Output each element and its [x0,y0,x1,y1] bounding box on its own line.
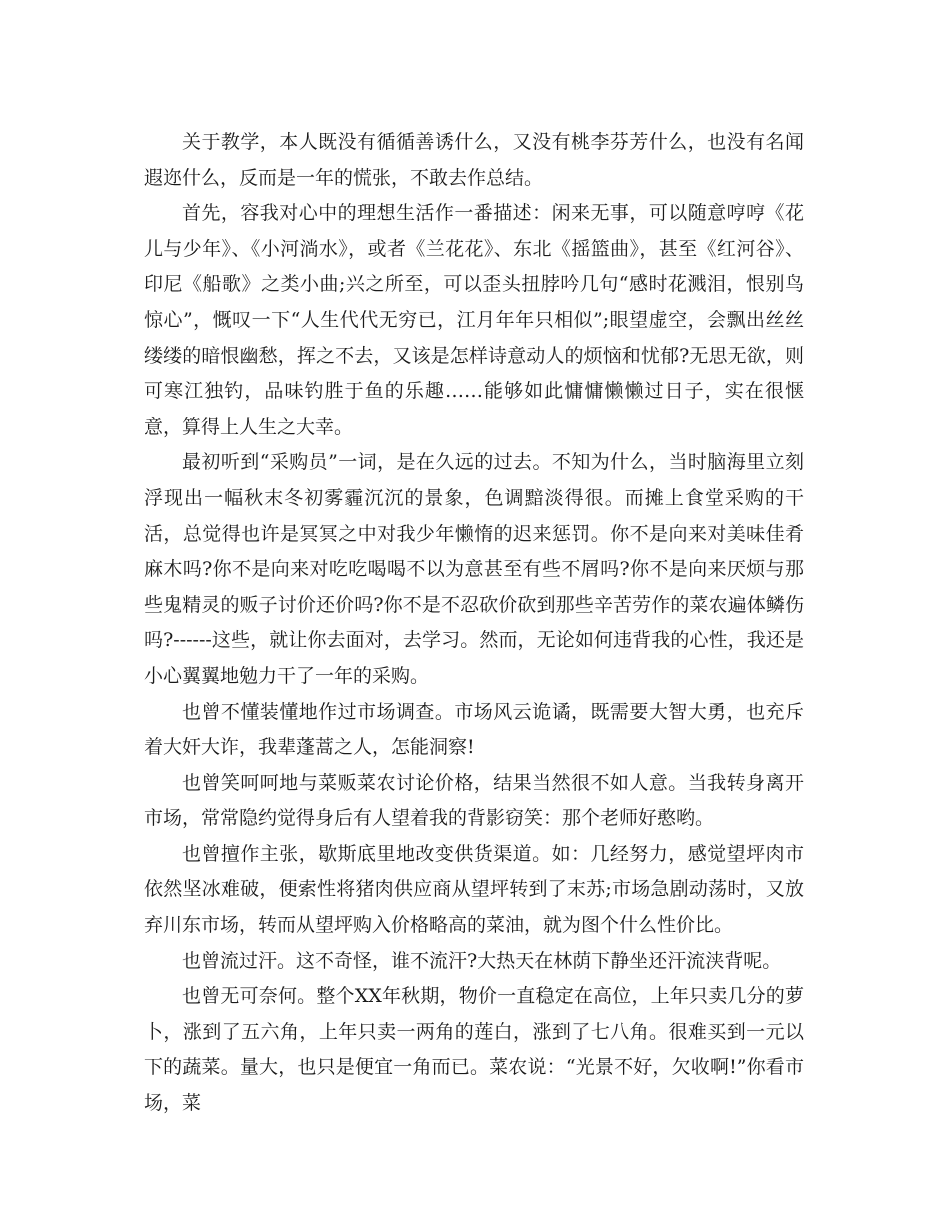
paragraph: 也曾擅作主张，歇斯底里地改变供货渠道。如：几经努力，感觉望坪肉市依然坚冰难破，便索性将猪肉供应商从望坪转到了末苏;市场急剧动荡时，又放弃川东市场，转而从望坪购入价格略高的菜油，就为图个什么性价比。 [144,842,804,937]
paragraph: 最初听到“采购员”一词，是在久远的过去。不知为什么，当时脑海里立刻浮现出一幅秋末冬初雾霾沉沉的景象，色调黯淡得很。而摊上食堂采购的干活，总觉得也许是冥冥之中对我少年懒惰的迟来惩罚。你不是向来对美味佳肴麻木吗?你不是向来对吃吃喝喝不以为意甚至有些不屑吗?你不是向来厌烦与那些鬼精灵的贩子讨价还价吗?你不是不忍砍价砍到那些辛苦劳作的菜农遍体鳞伤吗?------这些，就让你去面对，去学习。然而，无论如何违背我的心性，我还是小心翼翼地勉力干了一年的采购。 [144,451,804,687]
document-body [144,125,804,1122]
paragraph: 也曾笑呵呵地与菜贩菜农讨论价格，结果当然很不如人意。当我转身离开市场，常常隐约觉得身后有人望着我的背影窃笑：那个老师好憨哟。 [144,771,804,830]
paragraph: 也曾无可奈何。整个XX年秋期，物价一直稳定在高位，上年只卖几分的萝卜，涨到了五六角，上年只卖一两角的莲白，涨到了七八角。很难买到一元以下的蔬菜。量大，也只是便宜一角而已。菜农说：“光景不好，欠收啊!”你看市场，菜 [144,985,804,1115]
paragraph: 也曾不懂装懂地作过市场调查。市场风云诡谲，既需要大智大勇，也充斥着大奸大诈，我辈蓬蒿之人，怎能洞察! [144,700,804,759]
paragraph: 首先，容我对心中的理想生活作一番描述：闲来无事，可以随意哼哼《花儿与少年》、《小河淌水》，或者《兰花花》、东北《摇篮曲》，甚至《红河谷》、印尼《船歌》之类小曲;兴之所至，可以歪头扭脖吟几句“感时花溅泪，恨别鸟惊心”，慨叹一下“人生代代无穷已，江月年年只相似”;眼望虚空，会飘出丝丝缕缕的暗恨幽愁，挥之不去，又该是怎样诗意动人的烦恼和忧郁?无思无欲，则可寒江独钓，品味钓胜于鱼的乐趣……能够如此慵慵懒懒过日子，实在很惬意，算得上人生之大幸。 [144,202,804,438]
paragraph: 也曾流过汗。这不奇怪，谁不流汗?大热天在林荫下静坐还汗流浃背呢。 [182,949,782,972]
paragraph: 关于教学，本人既没有循循善诱什么，又没有桃李芬芳什么，也没有名闻遐迩什么，反而是一年的慌张，不敢去作总结。 [144,131,804,189]
